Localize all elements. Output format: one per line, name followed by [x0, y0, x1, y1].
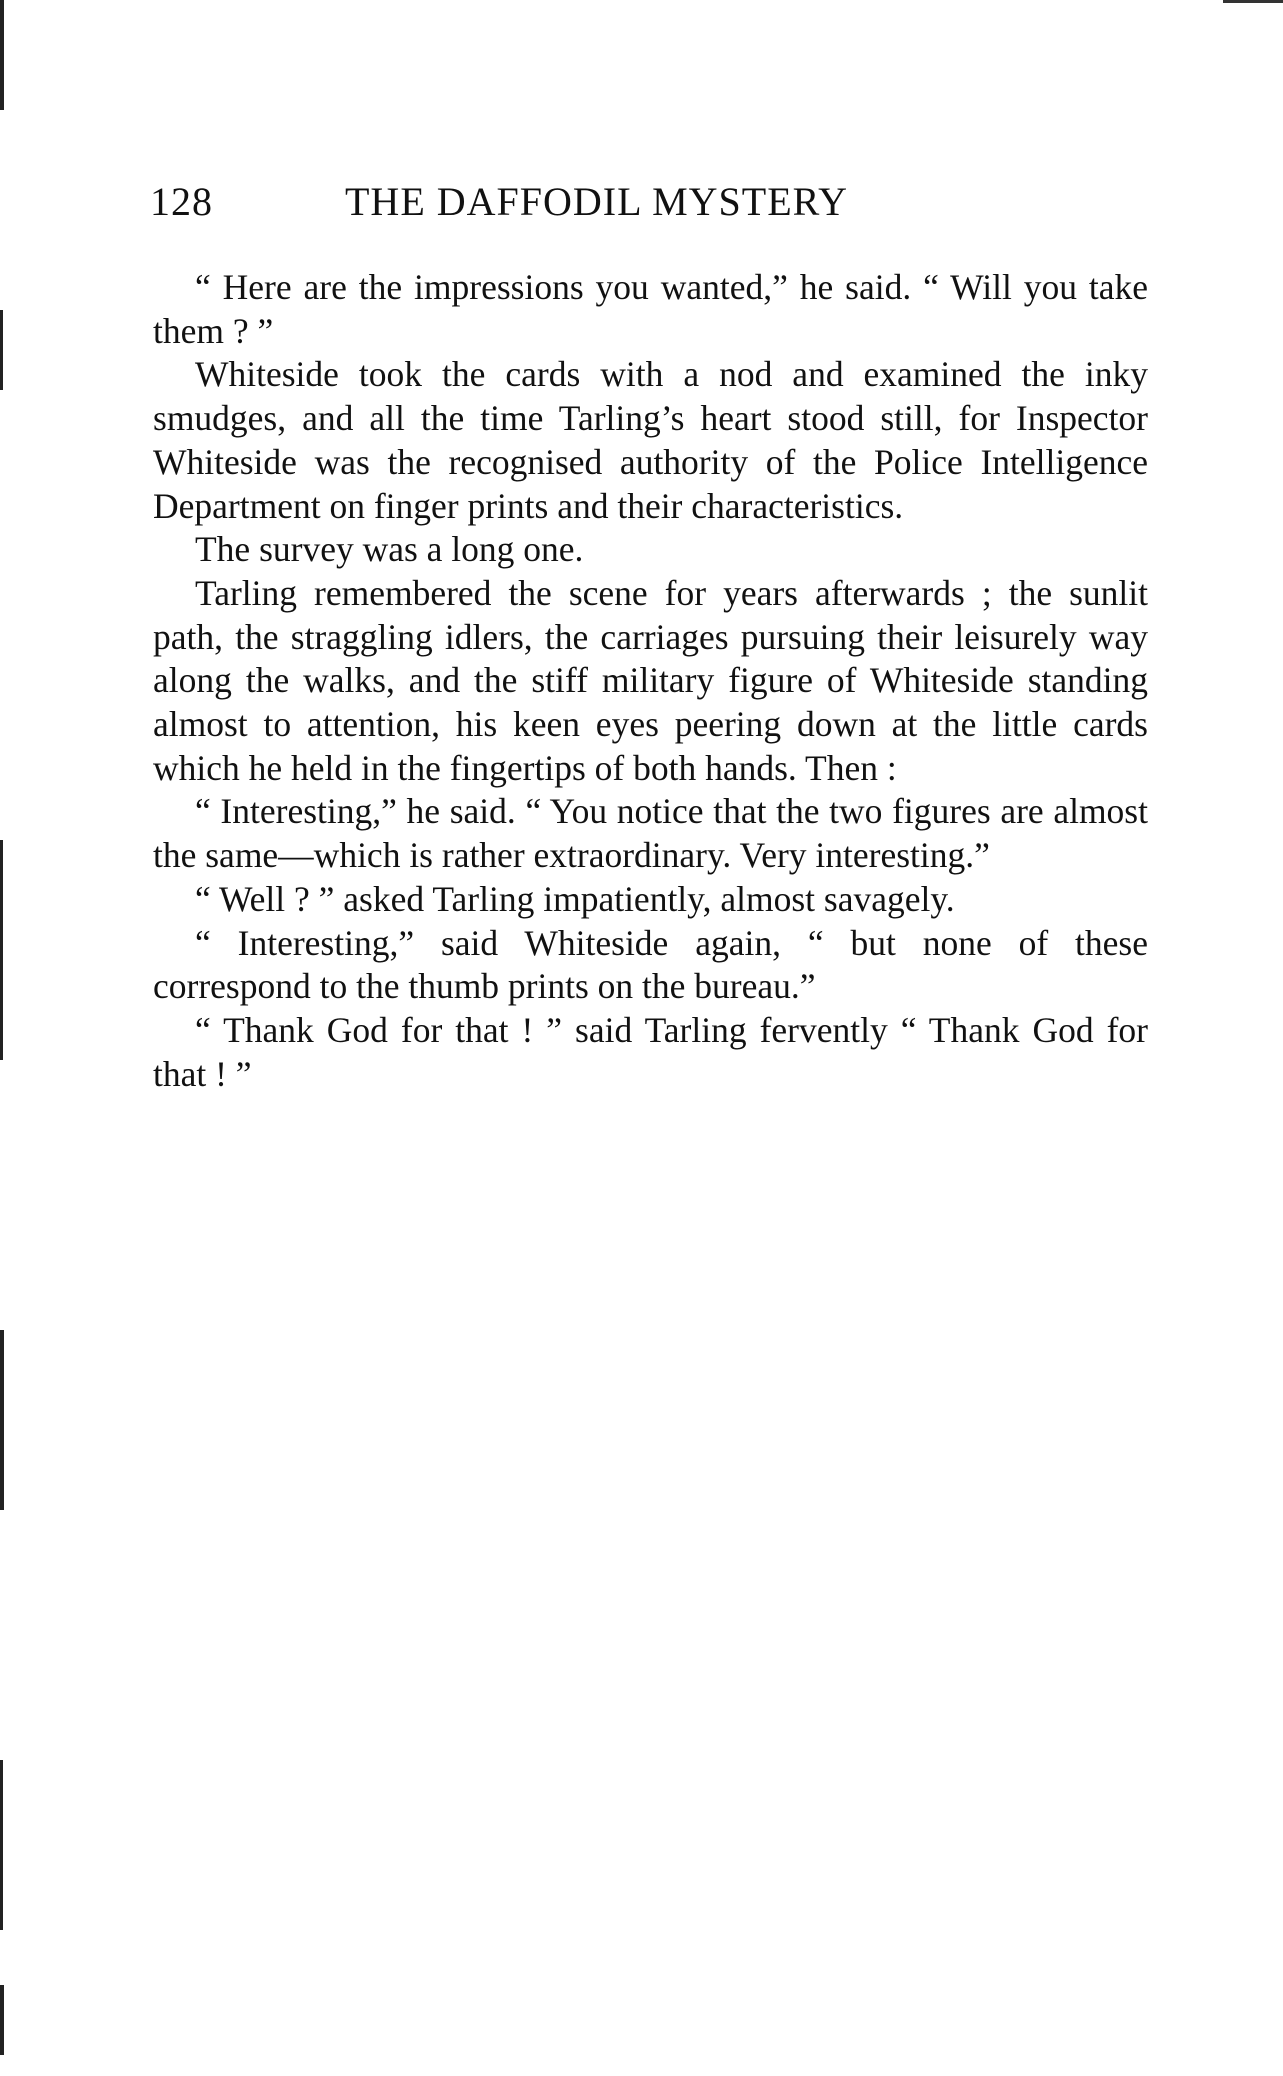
paragraph: “ Interesting,” he said. “ You notice that the two figures are almost the same—which is rather extraordinary. Very interesting.”: [153, 791, 1148, 876]
paragraph: “ Interesting,” said Whiteside again, “ but none of these correspond to the thumb prints on the bureau.”: [153, 922, 1148, 1007]
scan-edge-mark: [0, 0, 4, 110]
scan-edge-mark: [0, 1985, 4, 2055]
scan-edge-mark: [0, 1760, 3, 1930]
paragraph: “ Here are the impressions you wanted,” he said. “ Will you take them ? ”: [153, 267, 1148, 351]
top-rule-mark: [1223, 0, 1283, 3]
paragraph: “ Well ? ” asked Tarling impatiently, almost savagely.: [195, 878, 955, 919]
scan-edge-mark: [0, 1330, 4, 1510]
page-header: [150, 178, 1150, 228]
paragraph: “ Thank God for that ! ” said Tarling fervently “ Thank God for that ! ”: [153, 1009, 1148, 1094]
page-number: 128: [150, 179, 213, 224]
paragraph: Tarling remembered the scene for years afterwards ; the sunlit path, the straggling idlers, the carriages pursuing their leisurely way along the walks, and the stiff military figure of Whiteside standing almost to attention, his keen eyes peering down at the little cards which he held in the fingertips of both hands. Then :: [153, 572, 1148, 788]
scan-edge-mark: [0, 840, 3, 1060]
body-text: [153, 266, 1148, 1096]
running-title: THE DAFFODIL MYSTERY: [345, 179, 848, 224]
paragraph: The survey was a long one.: [195, 529, 584, 570]
paragraph: Whiteside took the cards with a nod and examined the inky smudges, and all the time Tarling’s heart stood still, for Inspector Whiteside was the recognised authority of the Police Intelligence Department on finger prints and their characteristics.: [153, 354, 1148, 526]
scan-edge-mark: [0, 310, 3, 390]
